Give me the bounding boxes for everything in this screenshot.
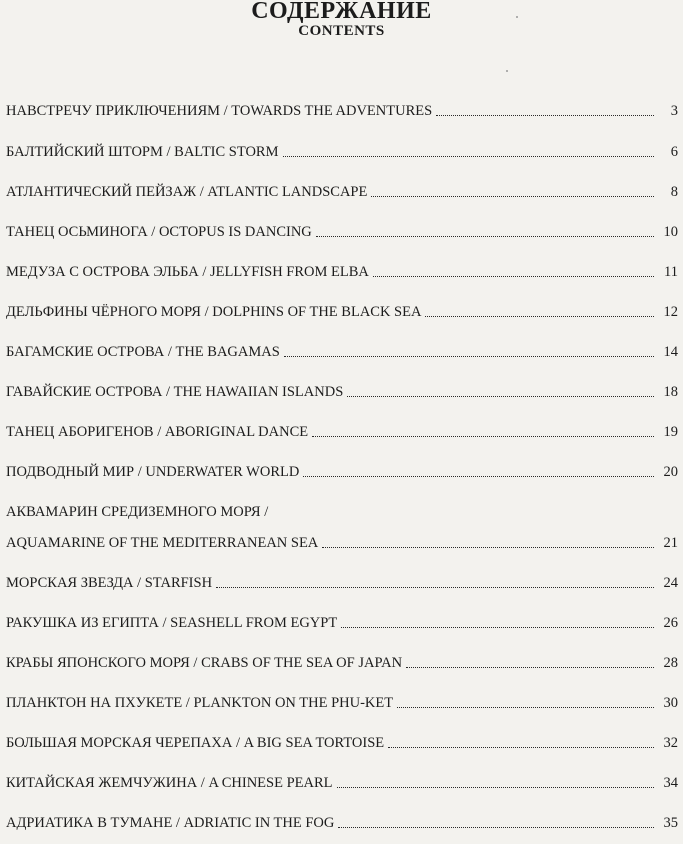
toc-entry-page: 21: [663, 535, 678, 551]
dot-leader: [371, 195, 654, 197]
dot-leader: [337, 786, 654, 788]
toc-entry-title: НАВСТРЕЧУ ПРИКЛЮЧЕНИЯМ / TOWARDS THE ADVENTURES: [6, 103, 433, 119]
toc-entry[interactable]: [6, 383, 678, 401]
toc-entry[interactable]: [6, 814, 678, 832]
toc-entry[interactable]: [6, 694, 678, 712]
dot-leader: [341, 626, 654, 628]
paper-speck: [506, 70, 508, 72]
dot-leader: [406, 666, 654, 668]
toc-entry-page: 12: [663, 304, 678, 320]
toc-entry[interactable]: [6, 143, 678, 161]
toc-entry-title: ПОДВОДНЫЙ МИР / UNDERWATER WORLD: [6, 464, 300, 480]
toc-entry[interactable]: [6, 263, 678, 281]
toc-entry-page: 6: [670, 144, 678, 160]
toc-entry-title: БАГАМСКИЕ ОСТРОВА / THE BAGAMAS: [6, 344, 280, 360]
dot-leader: [322, 546, 654, 548]
toc-entry-title: ТАНЕЦ АБОРИГЕНОВ / ABORIGINAL DANCE: [6, 424, 309, 440]
dot-leader: [388, 746, 654, 748]
dot-leader: [347, 395, 654, 397]
toc-entry-page: 35: [663, 815, 678, 831]
toc-entry-page: 3: [670, 103, 678, 119]
toc-entry[interactable]: [6, 343, 678, 361]
toc-entry-title: КИТАЙСКАЯ ЖЕМЧУЖИНА / A CHINESE PEARL: [6, 775, 333, 791]
dot-leader: [284, 355, 654, 357]
toc-entry[interactable]: [6, 223, 678, 241]
toc-entry[interactable]: [6, 463, 678, 481]
toc-entry-title-line1: АКВАМАРИН СРЕДИЗЕМНОГО МОРЯ /: [6, 504, 269, 520]
toc-entry-title: AQUAMARINE OF THE MEDITERRANEAN SEA: [6, 535, 319, 551]
toc-entry-title: ГАВАЙСКИЕ ОСТРОВА / THE HAWAIIAN ISLANDS: [6, 384, 344, 400]
page-title-en: CONTENTS: [298, 23, 385, 39]
toc-entry-page: 24: [663, 575, 678, 591]
dot-leader: [303, 475, 654, 477]
toc-entry-page: 32: [663, 735, 678, 751]
toc-entry[interactable]: [6, 654, 678, 672]
dot-leader: [436, 114, 654, 116]
toc-entry-title: РАКУШКА ИЗ ЕГИПТА / SEASHELL FROM EGYPT: [6, 615, 338, 631]
toc-entry-title: МЕДУЗА С ОСТРОВА ЭЛЬБА / JELLYFISH FROM ELBA: [6, 264, 369, 280]
toc-entry-page: 18: [663, 384, 678, 400]
toc-entry[interactable]: [6, 614, 678, 632]
toc-entry-title: ТАНЕЦ ОСЬМИНОГА / OCTOPUS IS DANCING: [6, 224, 312, 240]
toc-entry[interactable]: [6, 734, 678, 752]
toc-entry-page: 14: [663, 344, 678, 360]
page-title-ru: СОДЕРЖАНИЕ: [251, 0, 432, 24]
toc-entry[interactable]: [6, 774, 678, 792]
toc-entry-title: АТЛАНТИЧЕСКИЙ ПЕЙЗАЖ / ATLANTIC LANDSCAPE: [6, 184, 368, 200]
dot-leader: [216, 586, 654, 588]
toc-entry[interactable]: [6, 534, 678, 552]
toc-entry-page: 20: [663, 464, 678, 480]
toc-entry-page: 11: [664, 264, 678, 280]
dot-leader: [425, 315, 654, 317]
toc-entry-title: МОРСКАЯ ЗВЕЗДА / STARFISH: [6, 575, 213, 591]
dot-leader: [316, 235, 654, 237]
toc-entry-page: 28: [663, 655, 678, 671]
toc-entry-page: 8: [670, 184, 678, 200]
paper-speck: [516, 16, 518, 18]
toc-entry[interactable]: [6, 574, 678, 592]
toc-entry-title: АДРИАТИКА В ТУМАНЕ / ADRIATIC IN THE FOG: [6, 815, 335, 831]
toc-entry-page: 10: [663, 224, 678, 240]
toc-entry-page: 26: [663, 615, 678, 631]
dot-leader: [373, 275, 654, 277]
toc-entry[interactable]: [6, 423, 678, 441]
dot-leader: [338, 826, 654, 828]
toc-entry[interactable]: [6, 102, 678, 120]
toc-entry-page: 30: [663, 695, 678, 711]
toc-entry-title: ДЕЛЬФИНЫ ЧЁРНОГО МОРЯ / DOLPHINS OF THE BLACK SEA: [6, 304, 422, 320]
toc-entry-title: БАЛТИЙСКИЙ ШТОРМ / BALTIC STORM: [6, 144, 279, 160]
toc-entry-title: БОЛЬШАЯ МОРСКАЯ ЧЕРЕПАХА / A BIG SEA TORTOISE: [6, 735, 385, 751]
dot-leader: [283, 155, 655, 157]
toc-entry-page: 19: [663, 424, 678, 440]
toc-entry[interactable]: [6, 303, 678, 321]
toc-entry[interactable]: [6, 183, 678, 201]
toc-entry-page: 34: [663, 775, 678, 791]
toc-entry-title: КРАБЫ ЯПОНСКОГО МОРЯ / CRABS OF THE SEA OF JAPAN: [6, 655, 403, 671]
toc-entry-title: ПЛАНКТОН НА ПХУКЕТЕ / PLANKTON ON THE PHU-KET: [6, 695, 394, 711]
dot-leader: [312, 435, 654, 437]
dot-leader: [397, 706, 654, 708]
